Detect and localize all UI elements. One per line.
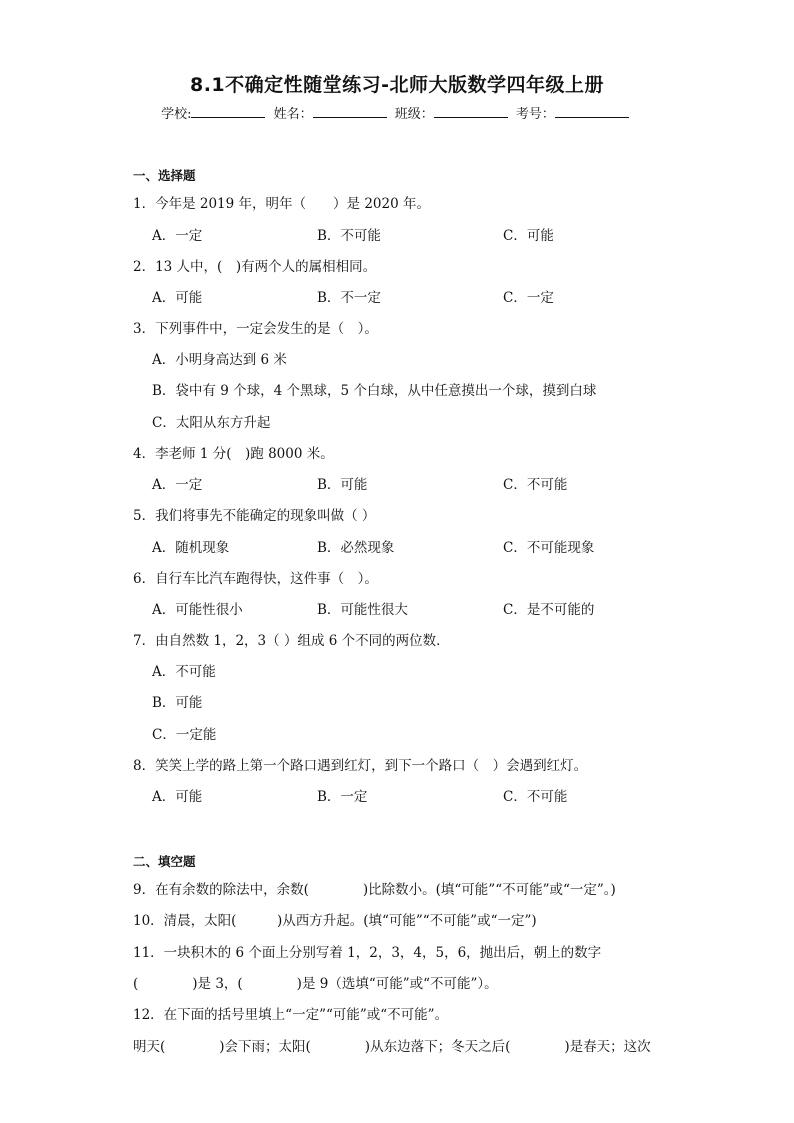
option-1c: C．可能 (503, 228, 554, 244)
question-12: 12．在下面的括号里填上“一定”“可能”或“不可能”。 (133, 1007, 449, 1023)
option-4a: A．一定 (152, 477, 203, 493)
question-10: 10．清晨，太阳( )从西方升起。(填“可能”“不可能”或“一定”) (133, 913, 537, 929)
option-5a: A．随机现象 (152, 540, 230, 556)
option-2b: B．不一定 (317, 290, 381, 306)
option-8a: A．可能 (152, 789, 203, 805)
option-4c: C．不可能 (503, 477, 568, 493)
name-label: 姓名： (273, 107, 313, 122)
option-7a: A．不可能 (152, 664, 216, 680)
question-1: 1．今年是 2019 年，明年（ ）是 2020 年。 (133, 196, 430, 212)
question-6: 6．自行车比汽车跑得快，这件事（ ）。 (133, 571, 378, 587)
option-6b: B．可能性很大 (317, 602, 408, 618)
option-7c: C．一定能 (152, 727, 217, 743)
school-label: 学校: (161, 107, 192, 122)
option-2a: A．可能 (152, 290, 203, 306)
option-1a: A．一定 (152, 228, 203, 244)
question-7: 7．由自然数 1，2，3（ ）组成 6 个不同的两位数． (133, 633, 450, 649)
section-heading-choice: 一、选择题 (133, 168, 196, 183)
option-4b: B．可能 (317, 477, 368, 493)
page-title: 8.1不确定性随堂练习-北师大版数学四年级上册 (189, 74, 605, 96)
option-3c: C．太阳从东方升起 (152, 415, 271, 431)
option-8b: B．一定 (317, 789, 368, 805)
exam-no-blank[interactable] (555, 105, 629, 118)
option-8c: C．不可能 (503, 789, 568, 805)
option-5b: B．必然现象 (317, 540, 395, 556)
option-6c: C．是不可能的 (503, 602, 595, 618)
question-11-continued: ( )是 3，( )是 9（选填“可能”或“不可能”）。 (133, 976, 498, 992)
option-7b: B．可能 (152, 695, 203, 711)
question-9: 9．在有余数的除法中，余数( )比除数小。(填“可能”“不可能”或“一定”。) (133, 882, 616, 898)
student-info-line (0, 103, 794, 122)
school-blank[interactable] (191, 105, 265, 118)
name-blank[interactable] (313, 105, 387, 118)
exam-no-label: 考号： (515, 107, 555, 122)
question-11: 11．一块积木的 6 个面上分别写着 1，2，3，4，5，6，抛出后，朝上的数字 (133, 945, 602, 961)
section-heading-fill: 二、填空题 (133, 854, 196, 869)
class-label: 班级： (394, 107, 434, 122)
option-6a: A．可能性很小 (152, 602, 243, 618)
option-1b: B．不可能 (317, 228, 381, 244)
option-2c: C．一定 (503, 290, 554, 306)
question-3: 3．下列事件中，一定会发生的是（ ）。 (133, 321, 378, 337)
option-3a: A．小明身高达到 6 米 (152, 352, 287, 368)
question-4: 4．李老师 1 分( )跑 8000 米。 (133, 446, 334, 462)
question-12-line: 明天( )会下雨；太阳( )从东边落下；冬天之后( )是春天；这次 (133, 1039, 651, 1055)
question-8: 8．笑笑上学的路上第一个路口遇到红灯，到下一个路口（ ）会遇到红灯。 (133, 758, 588, 774)
class-blank[interactable] (434, 105, 508, 118)
option-3b: B．袋中有 9 个球，4 个黑球，5 个白球，从中任意摸出一个球，摸到白球 (152, 383, 597, 399)
question-5: 5．我们将事先不能确定的现象叫做（ ） (133, 508, 376, 524)
question-2: 2．13 人中，( )有两个人的属相相同。 (133, 259, 377, 275)
option-5c: C．不可能现象 (503, 540, 595, 556)
